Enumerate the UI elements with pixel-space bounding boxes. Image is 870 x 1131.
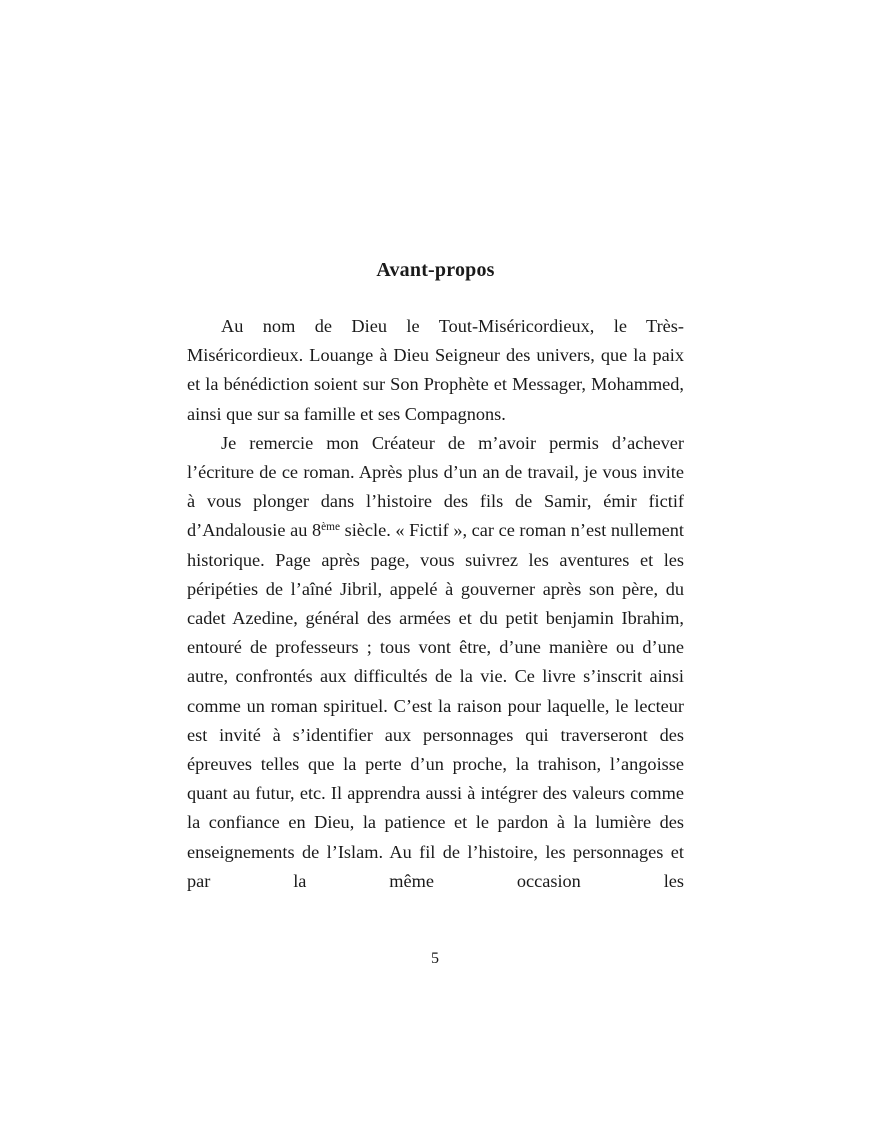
century-ordinal-suffix: ème [321,521,340,534]
paragraph-2-text-before-ordinal: Je remercie mon Créateur de m’avoir permis d’achever l’écriture de ce roman. Après plus d’un an de travail, je vous invite à vous plonger dans l’histoire des fils de Samir, émir fictif d’Andalousie au [187,432,684,541]
paragraph-2-text-after-ordinal: siècle. « Fictif », car ce roman n’est nullement historique. Page après page, vous suivrez les aventures et les péripéties de l’aîné Jibril, appelé à gouverner après son père, du cadet Azedine, général des armées et du petit benjamin Ibrahim, entouré de professeurs ; tous vont être, d’une manière ou d’une autre, confrontés aux difficultés de la vie. Ce livre s’inscrit ainsi comme un roman spirituel. C’est la raison pour laquelle, le lecteur est invité à s’identifier aux personnages qui traverseront des épreuves telles que la perte d’un proche, la trahison, l’angoisse quant au futur, etc. Il apprendra aussi à intégrer des valeurs comme la confiance en Dieu, la patience et le pardon à la lumière des enseignements de l’Islam. Au fil de l’histoire, les personnages et par la même occasion les [187,520,684,891]
page-number: 5 [431,950,439,967]
chapter-heading: Avant-propos [376,259,495,281]
body-paragraph-2 [187,429,684,925]
body-paragraph-1: Au nom de Dieu le Tout-Miséricordieux, le Très-Miséricordieux. Louange à Dieu Seigneur des univers, que la paix et la bénédiction soient sur Son Prophète et Messager, Mohammed, ainsi que sur sa famille et ses Compagnons. [187,316,684,424]
page-text-block [187,258,684,925]
century-number: 8 [311,520,322,541]
